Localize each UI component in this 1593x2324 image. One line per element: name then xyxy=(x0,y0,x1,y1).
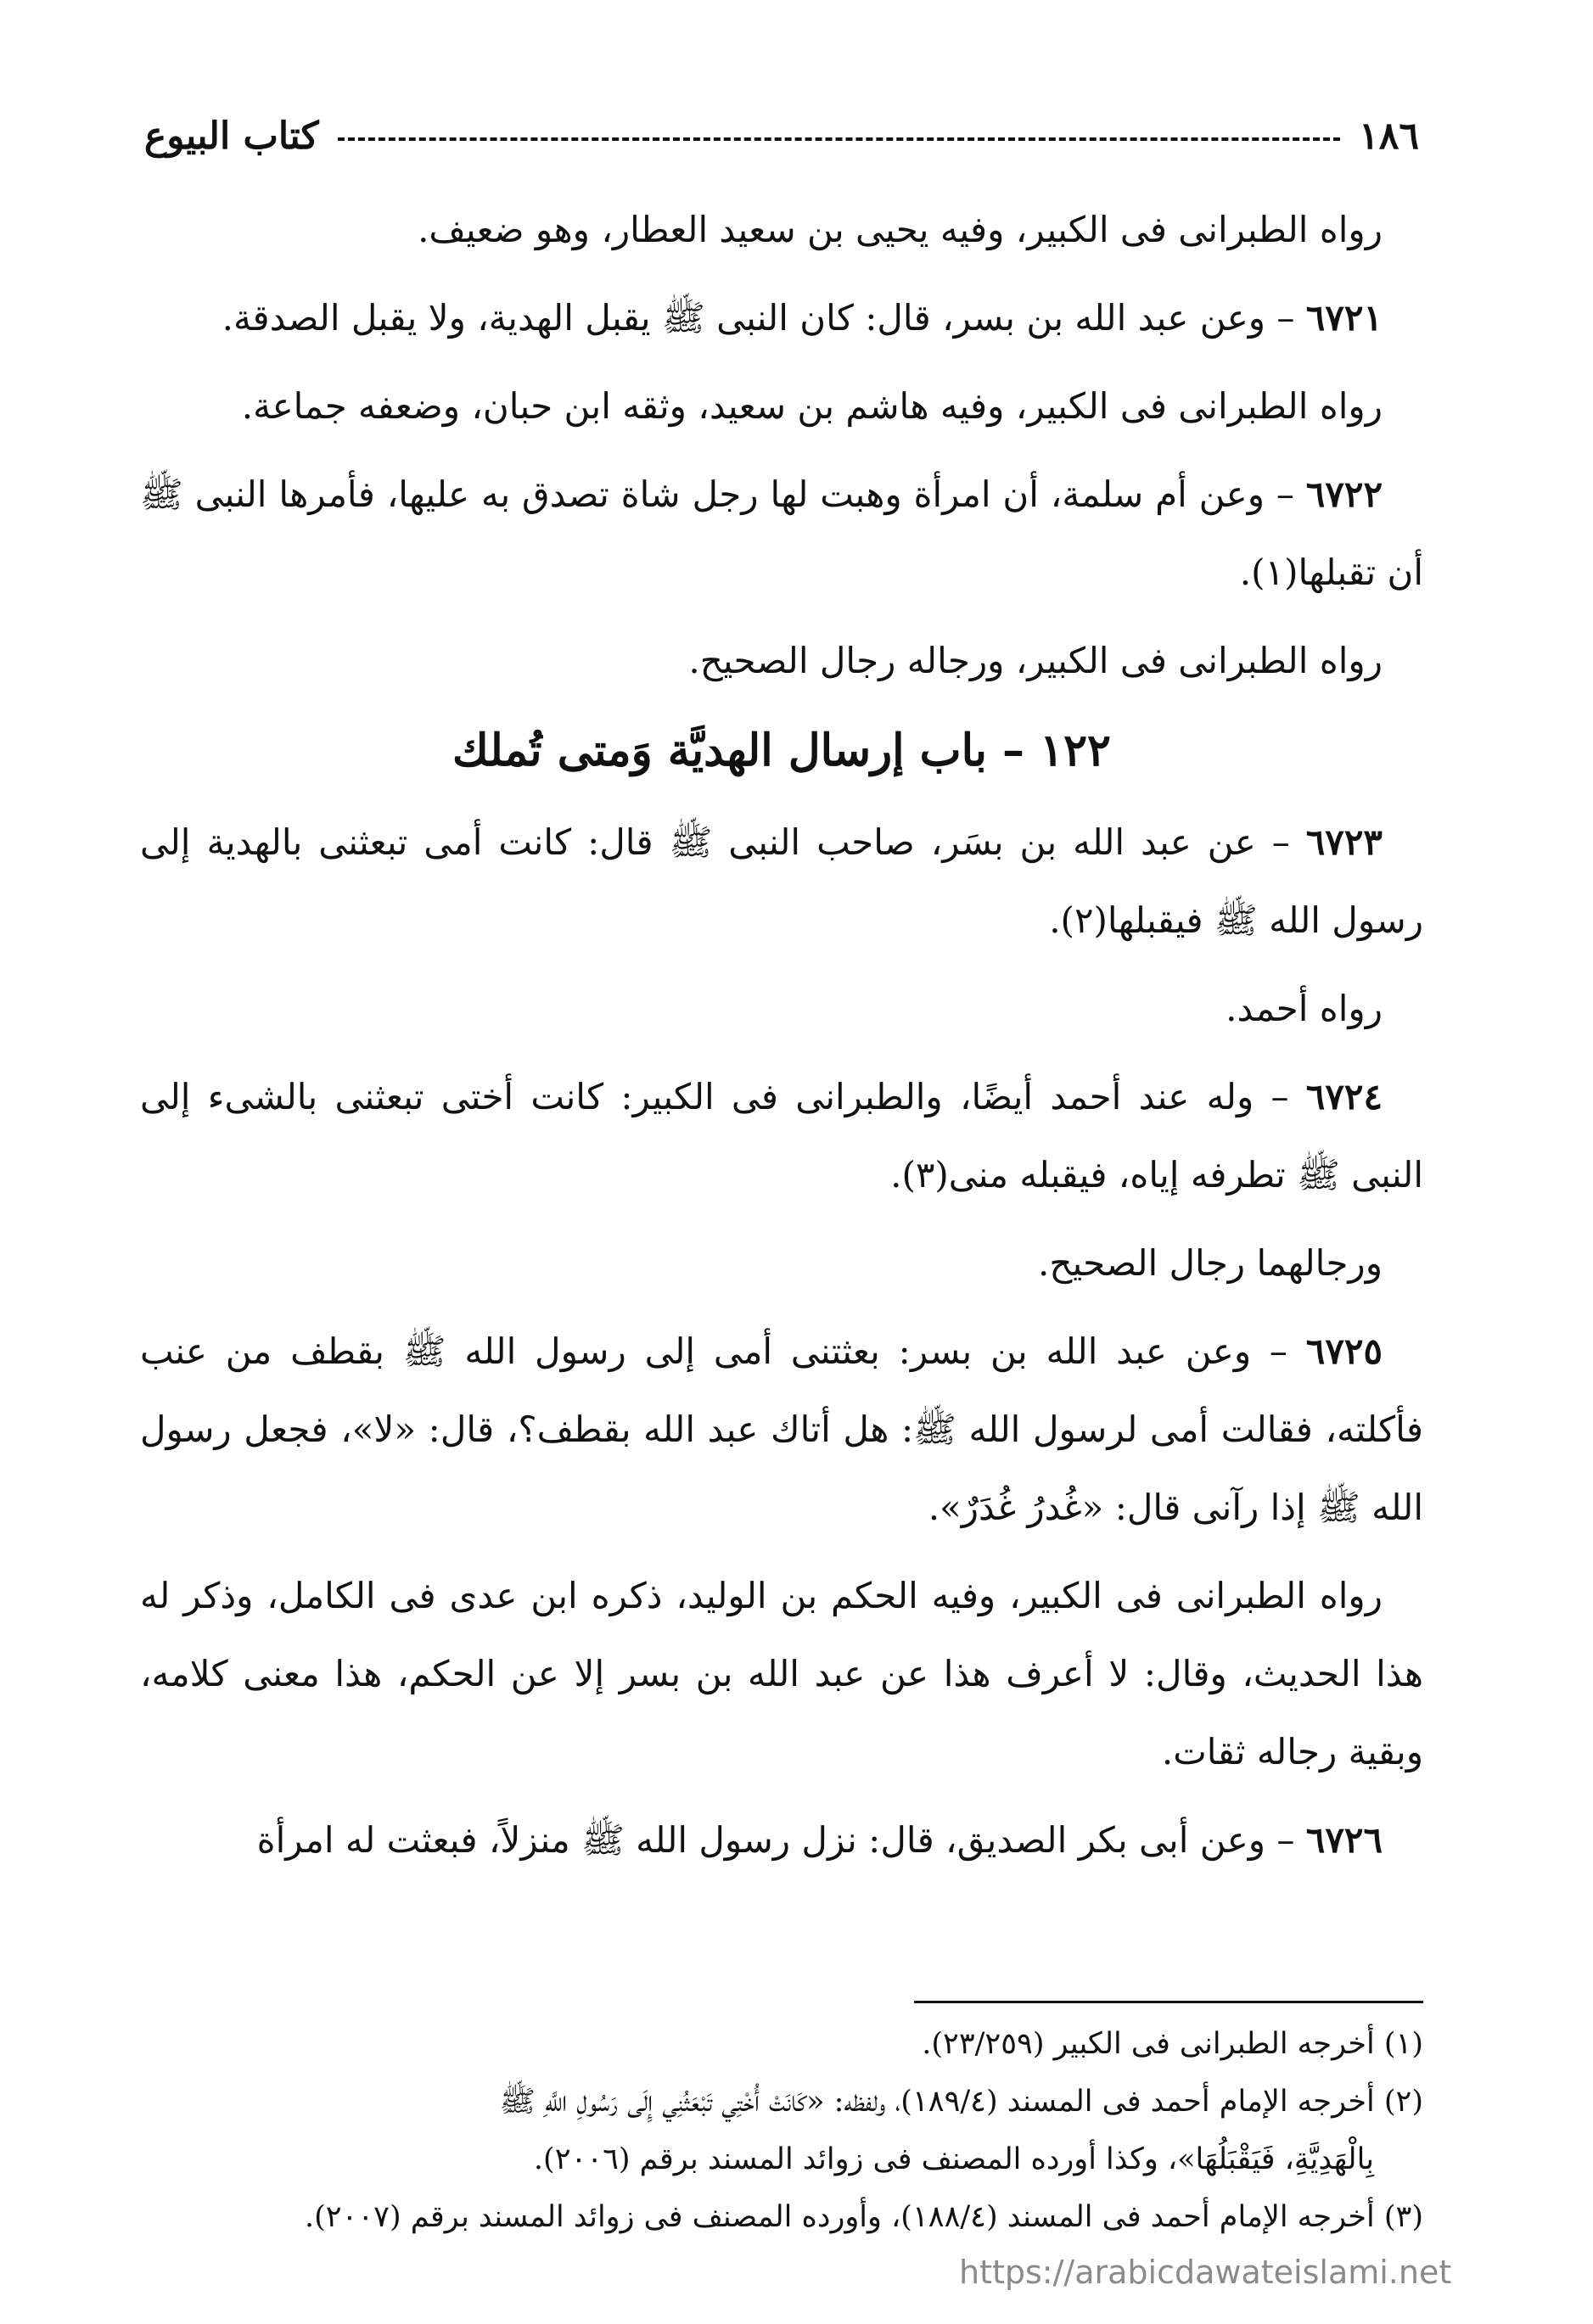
hadith-6723 xyxy=(140,804,1423,960)
source-watermark: https://arabicdawateislami.net xyxy=(959,2254,1452,2291)
footnote-3: (٣) أخرجه الإمام أحمد فى المسند (١٨٨/٤)، وأورده المصنف فى زوائد المسند برقم (٢٠٠٧). xyxy=(304,2200,1423,2234)
running-header xyxy=(144,110,1419,161)
hadith-text: – وعن عبد الله بن بسر، قال: كان النبى ﷺ يقبل الهدية، ولا يقبل الصدقة. xyxy=(222,297,1295,339)
narration-note: رواه الطبرانى فى الكبير، وفيه الحكم بن الوليد، ذكره ابن عدى فى الكامل، وذكر له هذا الحديث، وقال: لا أعرف هذا عن عبد الله بن بسر إلا عن الحكم، هذا معنى كلامه، وبقية رجاله ثقات. xyxy=(140,1575,1423,1772)
hadith-text: – وعن عبد الله بن بسر: بعثتنى أمى إلى رسول الله ﷺ بقطف من عنب فأكلته، فقالت أمى لرسول الله ﷺ: هل أتاك عبد الله بقطف؟، قال: «لا»، فجعل رسول الله ﷺ إذا رآنى قال: «غُدرُ غُدَرٌ». xyxy=(140,1330,1423,1528)
narration-note: رواه الطبرانى فى الكبير، وفيه هاشم بن سعيد، وثقه ابن حبان، وضعفه جماعة. xyxy=(241,385,1383,427)
footnote-2: (٢) أخرجه الإمام أحمد فى المسند (١٨٩/٤)، ولفظه: «كَانَتْ أُخْتِي تَبْعَثُنِي إِلَى رَسُولِ اللَّهِ ﷺ xyxy=(499,2085,1423,2119)
hadith-6725 xyxy=(140,1313,1423,1547)
narration-note: ورجالهما رجال الصحيح. xyxy=(1038,1242,1383,1284)
main-text xyxy=(140,191,1423,1890)
hadith-number: ٦٧٢١ xyxy=(1305,297,1383,339)
hadith-6724 xyxy=(140,1058,1423,1214)
hadith-number: ٦٧٢٢ xyxy=(1305,473,1383,515)
hadith-6726 xyxy=(140,1801,1423,1879)
narration-note: رواه أحمد. xyxy=(1226,988,1383,1029)
hadith-6722 xyxy=(140,456,1423,612)
footnote-divider xyxy=(914,2001,1423,2003)
footnotes xyxy=(140,2015,1423,2246)
hadith-6721 xyxy=(140,279,1423,357)
hadith-text: – وعن أبى بكر الصديق، قال: نزل رسول الله ﷺ منزلاً، فبعثت له امرأة xyxy=(256,1819,1295,1861)
hadith-number: ٦٧٢٦ xyxy=(1305,1819,1383,1861)
footnote-2-continued: بِالْهَدِيَّةِ، فَيَقْبَلُهَا»، وكذا أورده المصنف فى زوائد المسند برقم (٢٠٠٦). xyxy=(533,2142,1374,2176)
hadith-number: ٦٧٢٥ xyxy=(1305,1330,1383,1372)
narration-note: رواه الطبرانى فى الكبير، ورجاله رجال الصحيح. xyxy=(688,640,1383,681)
hadith-text: – عن عبد الله بن بسَر، صاحب النبى ﷺ قال: كانت أمى تبعثنى بالهدية إلى رسول الله ﷺ فيقبلها(٢). xyxy=(140,821,1423,941)
narration-note: رواه الطبرانى فى الكبير، وفيه يحيى بن سعيد العطار، وهو ضعيف. xyxy=(418,209,1383,250)
hadith-text: – وعن أم سلمة، أن امرأة وهبت لها رجل شاة تصدق به عليها، فأمرها النبى ﷺ أن تقبلها(١). xyxy=(140,473,1423,593)
hadith-number: ٦٧٢٣ xyxy=(1305,821,1383,863)
page-number: ١٨٦ xyxy=(1359,114,1419,158)
book-title: كتاب البيوع xyxy=(144,114,319,158)
hadith-number: ٦٧٢٤ xyxy=(1305,1076,1383,1117)
chapter-heading: ١٢٢ – باب إرسال الهديَّة وَمتى تُملك xyxy=(452,725,1111,776)
header-divider xyxy=(338,137,1341,141)
hadith-text: – وله عند أحمد أيضًا، والطبرانى فى الكبير: كانت أختى تبعثنى بالشىء إلى النبى ﷺ تطرفه إياه، فيقبله منى(٣). xyxy=(140,1076,1423,1196)
footnote-1: (١) أخرجه الطبرانى فى الكبير (٢٣/٢٥٩). xyxy=(922,2027,1423,2061)
